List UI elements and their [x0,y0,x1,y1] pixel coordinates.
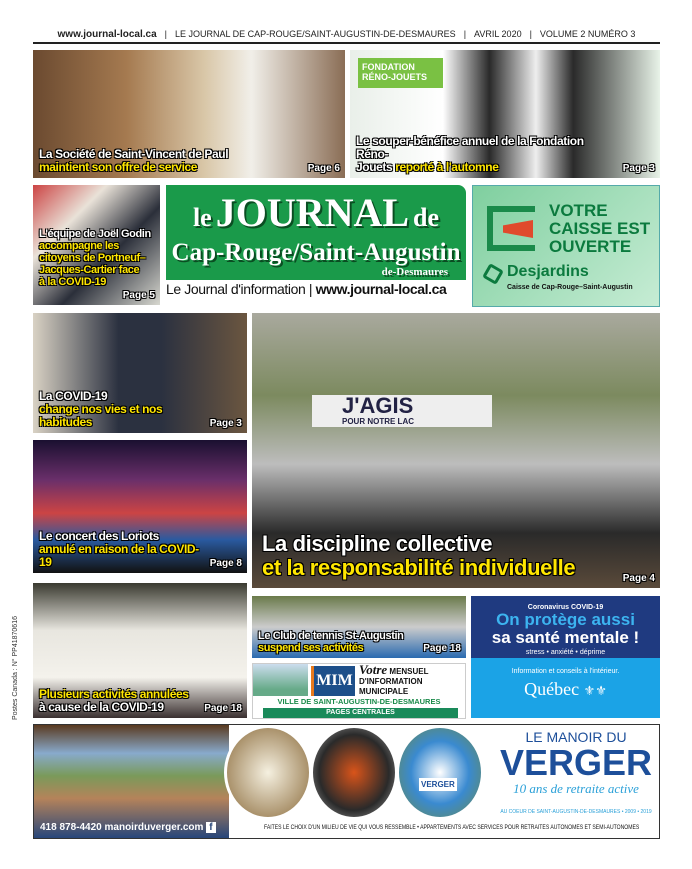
separator: | [463,29,467,39]
page-ref: Page 6 [307,163,340,174]
mim-line2: D'INFORMATION MUNICIPALE [359,677,423,696]
verger-name: VERGER [499,742,653,783]
page-ref: Page 3 [209,418,242,429]
facebook-icon[interactable]: f [206,822,215,833]
desjardins-ad[interactable] [472,185,660,307]
masthead-journal: JOURNAL [215,190,410,235]
desjardins-branch: Caisse de Cap-Rouge–Saint-Augustin [507,284,633,291]
story-joel-godin[interactable] [33,185,160,305]
ad-headline: OUVERTE [549,237,632,256]
issue-date: AVRIL 2020 [474,29,522,39]
tagline-url[interactable]: www.journal-local.ca [315,281,447,297]
ad-headline: On protège aussi [496,610,635,629]
story-caption: La discipline collective et la responsabilité individuelle [262,531,576,580]
ad-headline: VOTRE [549,201,608,220]
story-saint-vincent-de-paul[interactable] [33,50,345,178]
mim-votre: Votre [359,662,388,677]
verger-pre: LE MANOIR DU [525,729,627,745]
ad-sub: stress • anxiété • déprime [525,649,606,656]
page-ref: Page 18 [204,703,242,714]
verger-anniversary: 10 ans de retraite active [513,781,639,796]
mim-logo: MIM [311,666,355,696]
story-caption: L'équipe de Joël Godin accompagne les citoyens de Portneuf– Jacques-Cartier face à la COVID-19 [39,228,151,288]
site-url[interactable]: www.journal-local.ca [57,28,157,40]
fireplace-photo [310,725,398,820]
story-caption: Le souper-bénéfice annuel de la Fondation Réno- Jouets reporté à l'automne [356,134,584,174]
website-link[interactable]: manoirduverger.com [104,822,204,833]
postal-notice: Postes Canada : N° PP41870616 [12,616,19,720]
story-covid-habits[interactable] [33,313,247,433]
story-discipline-collective[interactable] [252,313,660,588]
ad-info: Information et conseils à l'intérieur. [511,668,620,675]
ad-kicker: Coronavirus COVID-19 [527,604,604,611]
story-caption: Le concert des Loriots annulé en raison de la COVID-19 [39,529,199,569]
page-header [33,26,660,44]
jagis-sign: J'AGIS POUR NOTRE LAC [312,395,492,427]
story-caption: Le Club de tennis St-Augustin suspend ses activités [258,630,404,654]
story-caption: La Société de Saint-Vincent de Paul maintient son offre de service [39,147,229,174]
story-reno-jouets[interactable] [350,50,660,178]
dining-photo [224,725,312,820]
quebec-brand: Québec [524,679,580,699]
separator: | [529,29,532,39]
story-caption: Plusieurs activités annulées à cause de la COVID-19 [39,687,189,714]
page-ref: Page 3 [622,163,655,174]
megaphone-icon [487,206,535,251]
issue-volume: VOLUME 2 NUMÉRO 3 [539,29,636,39]
page-ref: Page 18 [423,643,461,654]
quebec-ad[interactable] [471,596,660,718]
mim-city: VILLE DE SAINT-AUGUSTIN-DE-DESMAURES [277,697,441,706]
city-photo [253,664,308,696]
separator: | [308,281,313,297]
story-loriots-concert[interactable] [33,440,247,573]
foundation-sign: FONDATION RÉNO-JOUETS [358,58,443,88]
desjardins-brand: Desjardins [507,263,589,280]
verger-coeur: AU COEUR DE SAINT-AUGUSTIN-DE-DESMAURES • 2009 • 2019 [500,809,652,815]
fleur-de-lis-icon: ⚜⚜ [583,683,607,698]
story-activities-cancelled[interactable] [33,583,247,718]
ad-headline: CAISSE EST [549,219,651,238]
masthead-le: le [192,203,212,232]
paper-name: LE JOURNAL DE CAP-ROUGE/SAINT-AUGUSTIN-DE-DESMAURES [174,29,456,39]
mim-pages: PAGES CENTRALES [263,708,458,718]
ad-headline: sa santé mentale ! [491,628,640,647]
masthead-de: de [413,203,440,232]
verger-slogan: FAITES LE CHOIX D'UN MILIEU DE VIE QUI VOUS RESSEMBLE • APPARTEMENTS AVEC SERVICES POUR RETRAITÉS AUTONOMES ET SEMI-AUTONOMES [264,825,640,831]
story-tennis-club[interactable] [252,596,466,658]
page-ref: Page 8 [209,558,242,569]
masthead-place: Cap-Rouge/Saint-Augustin [171,239,461,266]
mim-line1: MENSUEL [389,667,429,676]
phone-number: 418 878-4420 [40,822,102,833]
mim-banner[interactable] [252,663,466,719]
tagline-text: Le Journal d'information [166,281,306,297]
manoir-du-verger-ad[interactable] [33,724,660,839]
desjardins-logo-icon [482,263,504,285]
group-banner: VERGER [421,780,455,789]
masthead-sub: de-Desmaures [381,266,448,278]
group-photo [396,725,484,820]
page-ref: Page 5 [122,290,155,301]
story-caption: La COVID-19 change nos vies et nos habitudes [39,389,163,429]
page-ref: Page 4 [622,573,655,584]
separator: | [164,29,167,39]
masthead [166,185,466,280]
tagline [166,282,466,296]
